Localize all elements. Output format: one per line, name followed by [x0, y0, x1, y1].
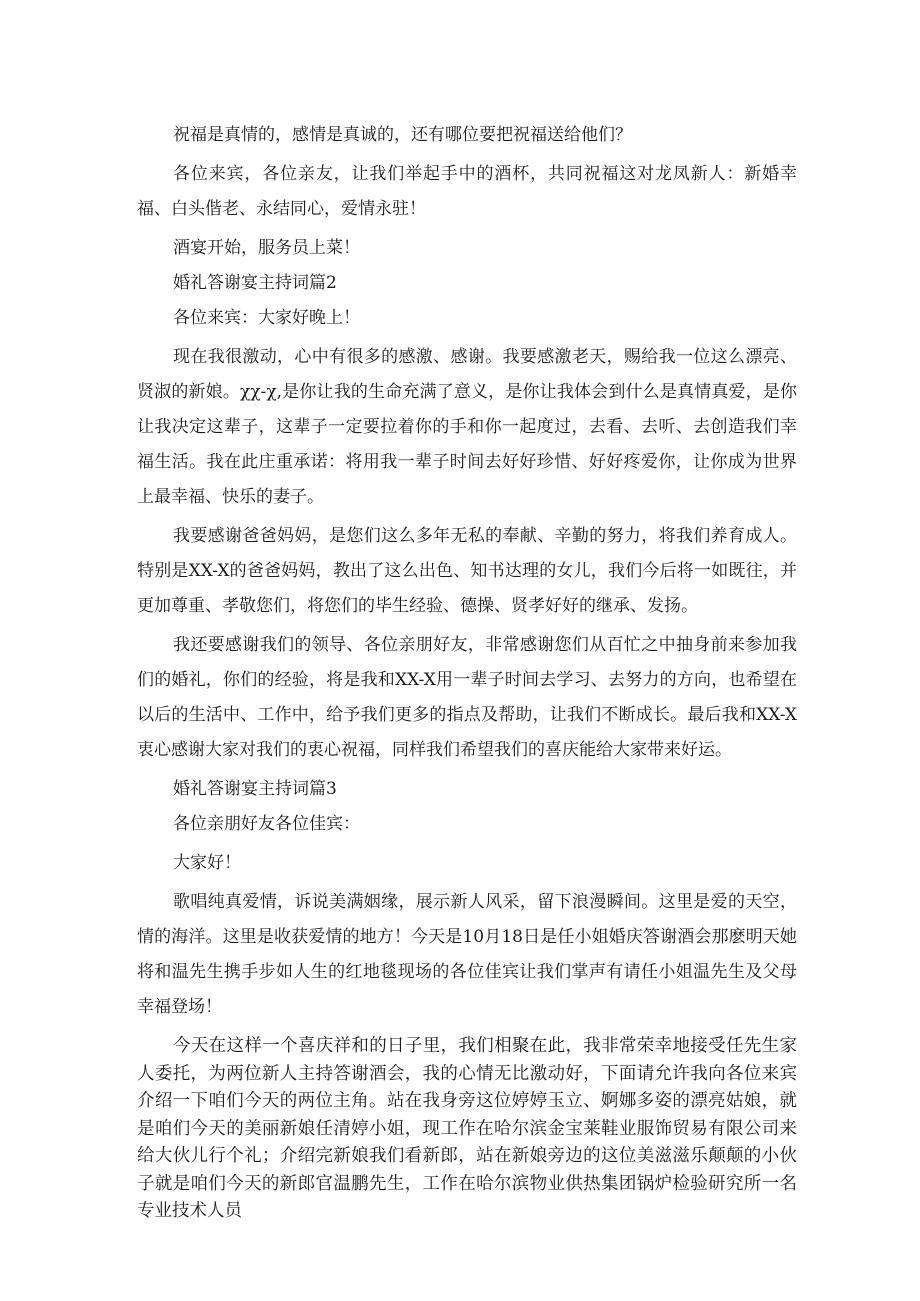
section-heading: 婚礼答谢宴主持词篇3 — [173, 779, 337, 799]
paragraph: 各位来宾：大家好晚上！ — [173, 308, 360, 328]
paragraph: 祝福是真情的，感情是真诚的，还有哪位要把祝福送给他们？ — [173, 125, 632, 145]
paragraph: 今天在这样一个喜庆祥和的日子里，我们相聚在此，我非常荣幸地接受任先生家人委托，为两位新人主持答谢酒会，我的心情无比激动好，下面请允许我向各位来宾介绍一下咱们今天的两位主角。站在我身旁这位婷婷玉立、婀娜多姿的漂亮姑娘，就是咱们今天的美丽新娘任清婷小姐，现工作在哈尔滨金宝莱鞋业服饰贸易有限公司来给大伙儿行个礼；介绍完新娘我们看新郎，站在新娘旁边的这位美滋滋乐颠颠的小伙子就是咱们今天的新郎官温鹏先生，工作在哈尔滨物业供热集团锅炉检验研究所一名专业技术人员 — [137, 1036, 797, 1221]
paragraph: 我还要感谢我们的领导、各位亲朋好友，非常感谢您们从百忙之中抽身前来参加我们的婚礼，你们的经验，将是我和XX-X用一辈子时间去学习、去努力的方向，也希望在以后的生活中、工作中，给予我们更多的指点及帮助，让我们不断成长。最后我和XX-X衷心感谢大家对我们的衷心祝福，同样我们希望我们的喜庆能给大家带来好运。 — [137, 635, 797, 760]
paragraph: 歌唱纯真爱情，诉说美满姻缘，展示新人风采，留下浪漫瞬间。这里是爱的天空，情的海洋。这里是收获爱情的地方！今天是10月18日是任小姐婚庆答谢酒会那麽明天她将和温先生携手步如人生的红地毯现场的各位佳宾让我们掌声有请任小姐温先生及父母幸福登场！ — [137, 892, 797, 1017]
paragraph: 各位来宾，各位亲友，让我们举起手中的酒杯，共同祝福这对龙凤新人：新婚幸福、白头偕老、永结同心，爱情永驻！ — [137, 164, 797, 219]
paragraph: 大家好！ — [173, 853, 241, 873]
paragraph: 酒宴开始，服务员上菜！ — [173, 238, 360, 258]
paragraph: 各位亲朋好友各位佳宾： — [173, 814, 360, 834]
paragraph: 现在我很激动，心中有很多的感激、感谢。我要感激老天，赐给我一位这么漂亮、贤淑的新娘。χχ-χ,是你让我的生命充满了意义，是你让我体会到什么是真情真爱，是你让我决定这辈子，这辈子一定要拉着你的手和你一起度过，去看、去听、去创造我们幸福生活。我在此庄重承诺：将用我一辈子时间去好好珍惜、好好疼爱你，让你成为世界上最幸福、快乐的妻子。 — [137, 347, 797, 507]
section-heading: 婚礼答谢宴主持词篇2 — [173, 273, 337, 293]
paragraph: 我要感谢爸爸妈妈，是您们这么多年无私的奉献、辛勤的努力，将我们养育成人。特别是XX-X的爸爸妈妈，教出了这么出色、知书达理的女儿，我们今后将一如既往，并更加尊重、孝敬您们，将您们的毕生经验、德操、贤孝好好的继承、发扬。 — [137, 526, 797, 616]
document-body — [137, 118, 797, 1226]
